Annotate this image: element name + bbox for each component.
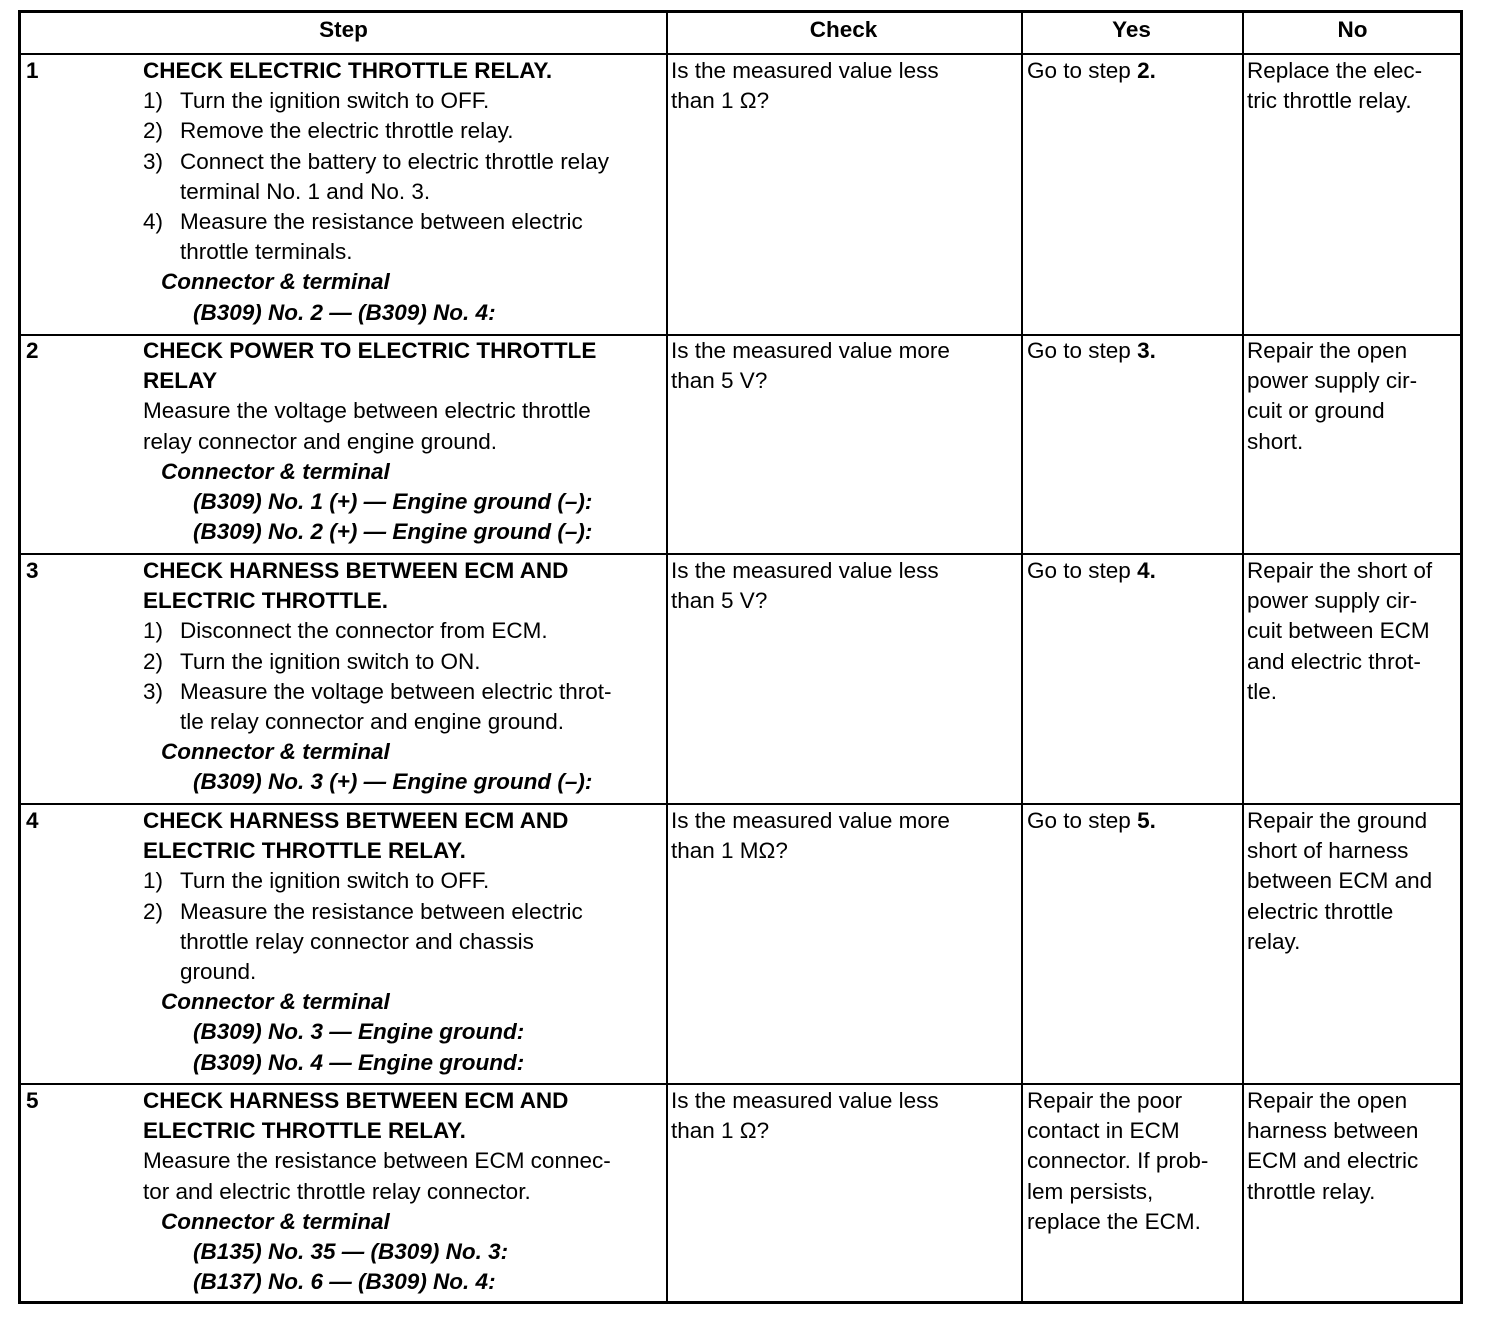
step-description bbox=[143, 806, 583, 1078]
no-text: electric throttle bbox=[1247, 898, 1394, 924]
no-text: Repair the ground bbox=[1247, 808, 1428, 833]
yes-step-ref: 2. bbox=[1137, 58, 1156, 83]
row-divider bbox=[21, 53, 1460, 55]
substep-text: Turn the ignition switch to ON. bbox=[180, 648, 481, 674]
yes-action bbox=[1027, 556, 1156, 586]
substep-text: Measure the resistance between electric bbox=[180, 898, 583, 924]
diagnostic-table bbox=[18, 10, 1463, 1304]
step-description bbox=[143, 336, 596, 547]
check-text: Is the measured value more bbox=[671, 808, 950, 833]
yes-step-ref: 4. bbox=[1137, 558, 1156, 583]
check-question bbox=[671, 1086, 939, 1146]
column-divider bbox=[1021, 13, 1023, 1301]
yes-goto bbox=[1027, 56, 1156, 86]
step-number: 3 bbox=[26, 558, 39, 583]
no-text: ECM and electric bbox=[1247, 1148, 1419, 1174]
step-title: CHECK HARNESS BETWEEN ECM AND bbox=[143, 808, 569, 833]
substep bbox=[143, 866, 583, 896]
yes-text: Go to step bbox=[1027, 808, 1138, 833]
check-text: than 1 Ω? bbox=[671, 88, 770, 114]
no-text: tric throttle relay. bbox=[1247, 88, 1412, 114]
terminal-spec: (B309) No. 3 (+) — Engine ground (–): bbox=[193, 769, 593, 795]
check-text: Is the measured value more bbox=[671, 338, 950, 363]
substep-text: Measure the voltage between electric throt- bbox=[180, 678, 612, 704]
terminal-spec: (B309) No. 2 — (B309) No. 4: bbox=[193, 299, 496, 325]
no-text: harness between bbox=[1247, 1118, 1419, 1144]
row-divider bbox=[21, 803, 1460, 805]
yes-action bbox=[1027, 806, 1156, 836]
step-title: CHECK POWER TO ELECTRIC THROTTLE bbox=[143, 338, 597, 363]
step-description bbox=[143, 56, 609, 328]
step-number: 2 bbox=[26, 338, 39, 363]
connector-label: Connector & terminal bbox=[161, 269, 390, 295]
step-number: 5 bbox=[26, 1088, 39, 1113]
yes-step-ref: 3. bbox=[1137, 338, 1156, 363]
row-divider bbox=[21, 1083, 1460, 1085]
step-title: CHECK ELECTRIC THROTTLE RELAY. bbox=[143, 58, 553, 83]
substep-number: 3) bbox=[143, 678, 164, 704]
yes-goto bbox=[1027, 806, 1156, 836]
connector-label: Connector & terminal bbox=[161, 1208, 390, 1234]
step-title: CHECK HARNESS BETWEEN ECM AND bbox=[143, 558, 569, 583]
substep-number: 4) bbox=[143, 209, 164, 235]
step-title: ELECTRIC THROTTLE RELAY. bbox=[143, 838, 466, 864]
substep bbox=[143, 116, 609, 146]
yes-text: Go to step bbox=[1027, 338, 1138, 363]
connector-label: Connector & terminal bbox=[161, 458, 390, 484]
substep-text: Remove the electric throttle relay. bbox=[180, 118, 514, 144]
step-number: 4 bbox=[26, 808, 39, 833]
substep-text: Turn the ignition switch to OFF. bbox=[180, 868, 490, 894]
terminal-spec: (B135) No. 35 — (B309) No. 3: bbox=[193, 1239, 509, 1265]
substep-text: Turn the ignition switch to OFF. bbox=[180, 88, 490, 114]
header-step: Step bbox=[319, 17, 368, 42]
no-action bbox=[1247, 556, 1432, 707]
terminal-spec: (B309) No. 2 (+) — Engine ground (–): bbox=[193, 519, 593, 545]
substep bbox=[143, 647, 611, 677]
check-text: than 5 V? bbox=[671, 588, 768, 614]
step-text: Measure the resistance between ECM connec- bbox=[143, 1148, 611, 1174]
substep bbox=[143, 86, 609, 116]
header-no: No bbox=[1337, 17, 1368, 42]
substep-text: ground. bbox=[180, 959, 257, 985]
column-divider bbox=[666, 13, 668, 1301]
substep-text: Measure the resistance between electric bbox=[180, 209, 583, 235]
no-text: between ECM and bbox=[1247, 868, 1433, 894]
no-action bbox=[1247, 336, 1417, 457]
substep-text: throttle relay connector and chassis bbox=[180, 928, 534, 954]
no-text: and electric throt- bbox=[1247, 648, 1421, 674]
terminal-spec: (B309) No. 4 — Engine ground: bbox=[193, 1049, 525, 1075]
no-text: Repair the short of bbox=[1247, 558, 1433, 583]
no-text: Replace the elec- bbox=[1247, 58, 1423, 83]
check-text: Is the measured value less bbox=[671, 58, 939, 83]
connector-label: Connector & terminal bbox=[161, 739, 390, 765]
no-text: Repair the open bbox=[1247, 1088, 1408, 1113]
terminal-spec: (B309) No. 3 — Engine ground: bbox=[193, 1019, 525, 1045]
check-question bbox=[671, 336, 950, 396]
step-description bbox=[143, 1086, 611, 1297]
row-divider bbox=[21, 553, 1460, 555]
terminal-spec: (B137) No. 6 — (B309) No. 4: bbox=[193, 1269, 496, 1295]
no-action bbox=[1247, 806, 1432, 957]
yes-goto bbox=[1027, 336, 1156, 366]
substep-text: terminal No. 1 and No. 3. bbox=[180, 178, 431, 204]
check-text: than 1 Ω? bbox=[671, 1118, 770, 1144]
substep bbox=[143, 616, 611, 646]
substep bbox=[143, 147, 609, 207]
column-divider bbox=[1242, 13, 1244, 1301]
header-check: Check bbox=[809, 17, 878, 42]
step-title: RELAY bbox=[143, 368, 218, 394]
no-text: cuit or ground bbox=[1247, 398, 1385, 424]
step-title: ELECTRIC THROTTLE. bbox=[143, 588, 388, 614]
step-number: 1 bbox=[26, 58, 39, 83]
check-text: Is the measured value less bbox=[671, 558, 939, 583]
check-question bbox=[671, 556, 939, 616]
yes-action bbox=[1027, 336, 1156, 366]
substep-number: 2) bbox=[143, 648, 164, 674]
substep bbox=[143, 677, 611, 737]
no-action bbox=[1247, 1086, 1418, 1207]
yes-text: contact in ECM bbox=[1027, 1118, 1180, 1144]
yes-action bbox=[1027, 1086, 1208, 1237]
terminal-spec: (B309) No. 1 (+) — Engine ground (–): bbox=[193, 489, 593, 515]
substep-number: 2) bbox=[143, 898, 164, 924]
yes-text: lem persists, bbox=[1027, 1178, 1154, 1204]
step-description bbox=[143, 556, 611, 798]
substep-text: Disconnect the connector from ECM. bbox=[180, 618, 548, 644]
check-text: Is the measured value less bbox=[671, 1088, 939, 1113]
check-question bbox=[671, 56, 939, 116]
substep bbox=[143, 207, 609, 267]
no-text: short. bbox=[1247, 428, 1304, 454]
yes-text: Go to step bbox=[1027, 58, 1138, 83]
yes-text: replace the ECM. bbox=[1027, 1208, 1201, 1234]
no-action bbox=[1247, 56, 1422, 116]
yes-goto bbox=[1027, 556, 1156, 586]
check-question bbox=[671, 806, 950, 866]
step-title: CHECK HARNESS BETWEEN ECM AND bbox=[143, 1088, 569, 1113]
yes-step-ref: 5. bbox=[1137, 808, 1156, 833]
check-text: than 5 V? bbox=[671, 368, 768, 394]
step-title: ELECTRIC THROTTLE RELAY. bbox=[143, 1118, 466, 1144]
substep-number: 3) bbox=[143, 148, 164, 174]
no-text: power supply cir- bbox=[1247, 588, 1418, 614]
substep bbox=[143, 897, 583, 988]
yes-action bbox=[1027, 56, 1156, 86]
substep-number: 1) bbox=[143, 868, 164, 894]
substep-text: tle relay connector and engine ground. bbox=[180, 709, 565, 735]
no-text: short of harness bbox=[1247, 838, 1409, 864]
substep-text: Connect the battery to electric throttle relay bbox=[180, 148, 609, 174]
substep-number: 2) bbox=[143, 118, 164, 144]
no-text: Repair the open bbox=[1247, 338, 1408, 363]
step-text: Measure the voltage between electric throttle bbox=[143, 398, 591, 424]
no-text: power supply cir- bbox=[1247, 368, 1418, 394]
substep-number: 1) bbox=[143, 618, 164, 644]
yes-text: Repair the poor bbox=[1027, 1088, 1183, 1113]
no-text: cuit between ECM bbox=[1247, 618, 1430, 644]
yes-text: Go to step bbox=[1027, 558, 1138, 583]
no-text: throttle relay. bbox=[1247, 1178, 1376, 1204]
no-text: tle. bbox=[1247, 678, 1278, 704]
step-text: tor and electric throttle relay connector. bbox=[143, 1178, 531, 1204]
yes-text: connector. If prob- bbox=[1027, 1148, 1209, 1174]
header-yes: Yes bbox=[1112, 17, 1151, 42]
substep-text: throttle terminals. bbox=[180, 239, 353, 265]
connector-label: Connector & terminal bbox=[161, 989, 390, 1015]
step-text: relay connector and engine ground. bbox=[143, 428, 498, 454]
no-text: relay. bbox=[1247, 928, 1301, 954]
substep-number: 1) bbox=[143, 88, 164, 114]
check-text: than 1 MΩ? bbox=[671, 838, 788, 864]
